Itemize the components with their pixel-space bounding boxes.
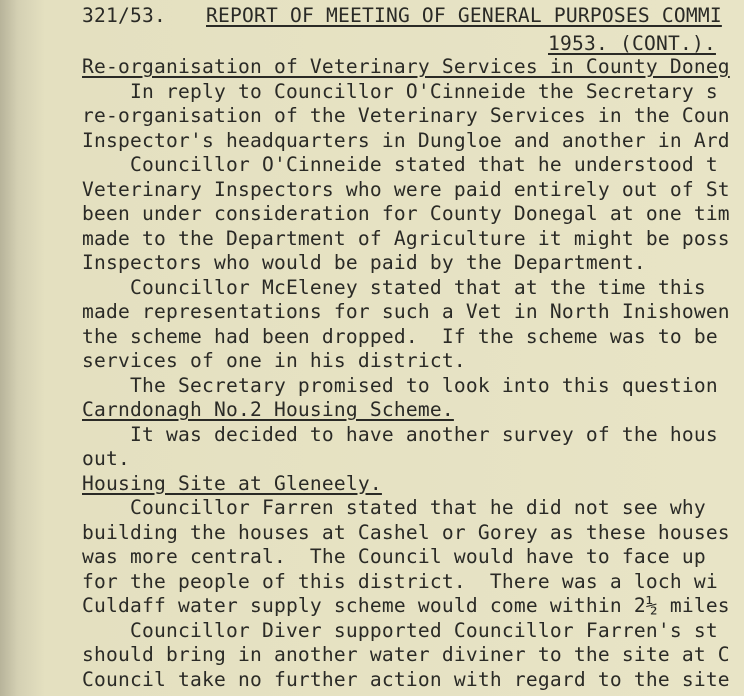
report-title-continued: 1953. (CONT.). [548, 32, 716, 55]
text-line: In reply to Councillor O'Cinneide the Secretary s [82, 79, 718, 103]
section-heading: Carndonagh No.2 Housing Scheme. [82, 398, 454, 421]
text-line: building the houses at Cashel or Gorey as these houses [82, 520, 730, 544]
text-line: The Secretary promised to look into this question [82, 373, 718, 397]
text-line: Councillor Diver supported Councillor Farren's st [82, 618, 718, 642]
minute-number: 321/53. [82, 4, 166, 27]
text-line: the scheme had been dropped. If the scheme was to be [82, 324, 718, 348]
text-line: re-organisation of the Veterinary Services in the Coun [82, 104, 730, 127]
text-line: made to the Department of Agriculture it might be poss [82, 226, 730, 250]
text-line: should bring in another water diviner to the site at C [82, 643, 730, 666]
text-line: It was decided to have another survey of the hous [82, 422, 718, 446]
text-line: Inspectors who would be paid by the Department. [82, 251, 646, 274]
text-line: Inspector's headquarters in Dungloe and another in Ard [82, 128, 730, 152]
report-title: REPORT OF MEETING OF GENERAL PURPOSES COMMI [206, 4, 722, 27]
section-heading: Housing Site at Gleneely. [82, 471, 382, 495]
text-line: Councillor Farren stated that he did not see why [82, 496, 706, 519]
text-line: Veterinary Inspectors who were paid entirely out of St [82, 177, 730, 201]
page-header [82, 4, 722, 28]
text-line: Councillor O'Cinneide stated that he understood t [82, 153, 718, 176]
text-line: made representations for such a Vet in North Inishowen [82, 300, 730, 323]
text-line: out. [82, 447, 130, 470]
text-line: services of one in his district. [82, 349, 466, 372]
text-line: for the people of this district. There was a loch wi [82, 569, 718, 593]
text-line: Culdaff water supply scheme would come within 2½ miles [82, 594, 730, 617]
text-line: was more central. The Council would have to face up [82, 545, 706, 568]
text-line: Councillor McEleney stated that at the time this [82, 275, 706, 299]
section-heading: Re-organisation of Veterinary Services in County Doneg [82, 55, 730, 78]
text-line: been under consideration for County Donegal at one tim [82, 202, 730, 225]
text-line: Council take no further action with regard to the site [82, 667, 730, 691]
